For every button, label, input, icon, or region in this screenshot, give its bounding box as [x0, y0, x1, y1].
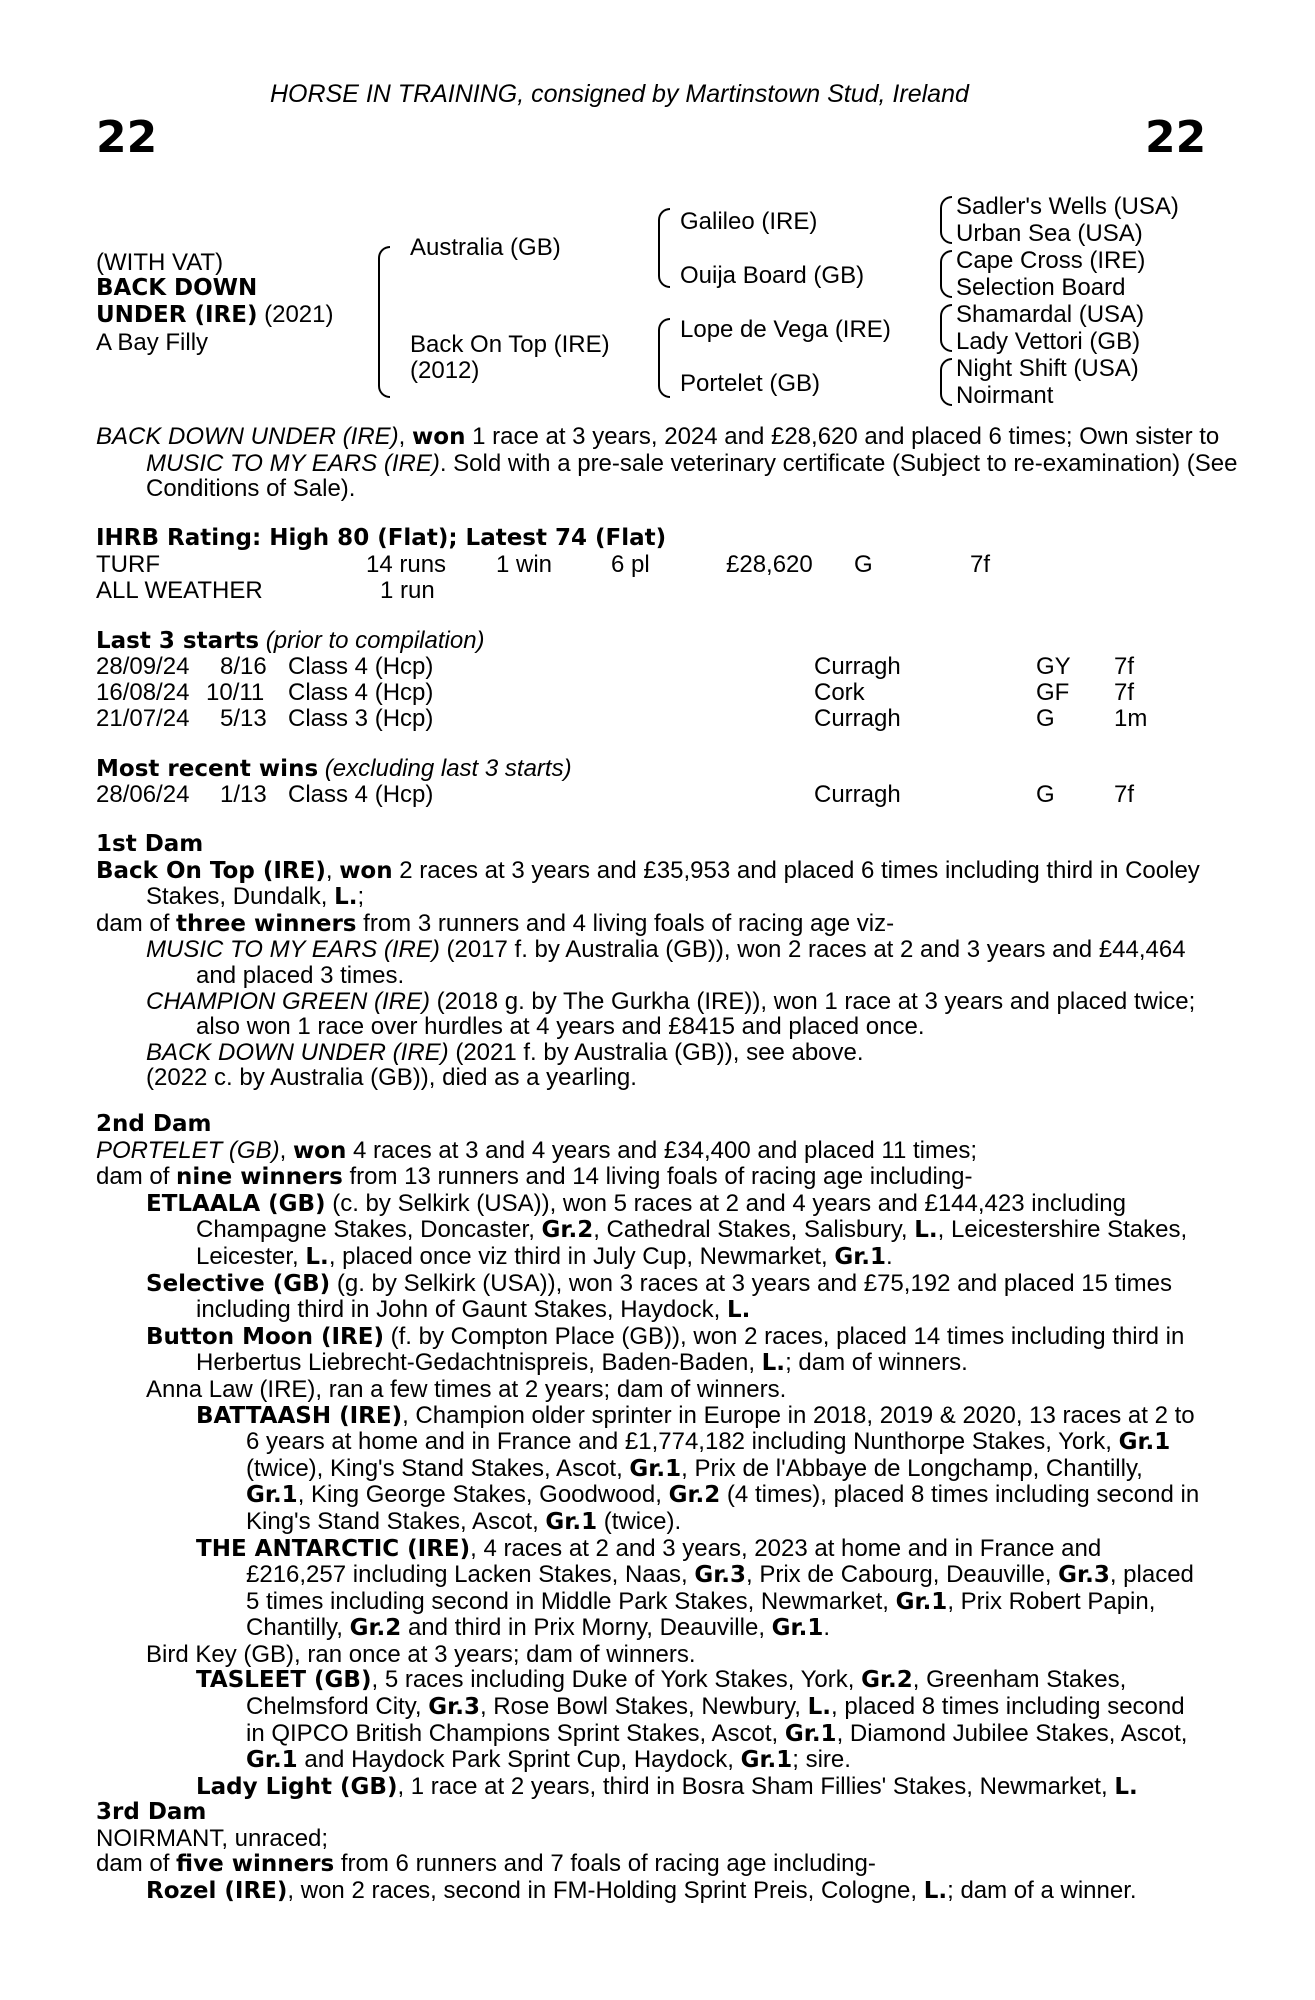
dam2-foal: Button Moon (IRE) (f. by Compton Place (GB)), won 2 races, placed 14 times including third in Herbertus Liebrecht-Gedachtnispreis, Baden-Baden, L.; dam of winners.: [146, 1322, 1185, 1377]
dam2-produce: dam of nine winners from 13 runners and 14 living foals of racing age including-: [96, 1163, 973, 1191]
summary-paragraph: BACK DOWN UNDER (IRE), won 1 race at 3 years, 2024 and £28,620 and placed 6 times; Own sister to MUSIC TO MY EARS (IRE). Sold with a pre-sale veterinary certificate (Subject to re-examination) (See Conditions of Sale).: [96, 423, 1238, 503]
dam3-produce: dam of five winners from 6 runners and 7 foals of racing age including-: [96, 1850, 876, 1878]
last3-heading: Last 3 starts (prior to compilation): [96, 627, 485, 654]
dam3-foal: Rozel (IRE), won 2 races, second in FM-Holding Sprint Preis, Cologne, L.; dam of a winner.: [146, 1876, 1137, 1904]
dam: Back On Top (IRE): [410, 331, 610, 358]
dam2-foal: Bird Key (GB), ran once at 3 years; dam of winners.: [146, 1640, 696, 1668]
dam2-grandfoal: Lady Light (GB), 1 race at 2 years, third in Bosra Sham Fillies' Stakes, Newmarket, L.: [196, 1772, 1138, 1800]
dam2-foal: Selective (GB) (g. by Selkirk (USA)), won 3 races at 3 years and £75,192 and placed 15 times including third in John of Gaunt Stakes, Haydock, L.: [146, 1269, 1172, 1324]
dam1-foal: BACK DOWN UNDER (IRE) (2021 f. by Australia (GB)), see above.: [146, 1038, 864, 1066]
dam1-heading: 1st Dam: [96, 831, 204, 857]
dam2-heading: 2nd Dam: [96, 1111, 212, 1137]
brace-dam: [658, 318, 670, 398]
gg-dds: Night Shift (USA): [956, 355, 1139, 382]
page-title: HORSE IN TRAINING, consigned by Martinstown Stud, Ireland: [270, 80, 969, 108]
dam2-grandfoal: BATTAASH (IRE), Champion older sprinter in Europe in 2018, 2019 & 2020, 13 races at 2 to 6 years at home and in France and £1,774,182 including Nunthorpe Stakes, York, Gr.1 (twice), King's Stand Stakes, Ascot, Gr.1, Prix de l'Abbaye de Longchamp, Chantilly, Gr.1, King George Stakes, Goodwood, Gr.2 (4 times), placed 8 times including second in King's Stand Stakes, Ascot, Gr.1 (twice).: [196, 1401, 1200, 1535]
dam2-record: PORTELET (GB), won 4 races at 3 and 4 years and £34,400 and placed 11 times;: [96, 1136, 978, 1164]
dam-sire: Lope de Vega (IRE): [680, 316, 891, 343]
dam1-produce: dam of three winners from 3 runners and 4 living foals of racing age viz-: [96, 909, 895, 937]
gg-ddd: Noirmant: [956, 382, 1054, 409]
sire: Australia (GB): [410, 234, 561, 261]
horse-name-line2: UNDER (IRE) (2021): [96, 301, 334, 328]
gg-ssd: Urban Sea (USA): [956, 220, 1143, 247]
brace-ss: [940, 196, 952, 244]
dam-year: (2012): [410, 357, 480, 384]
brace-gen1: [378, 246, 390, 398]
lot-number-right: 22: [1145, 112, 1207, 163]
dam1-foal: MUSIC TO MY EARS (IRE) (2017 f. by Australia (GB)), won 2 races at 2 and 3 years and £44,464 and placed 3 times.: [146, 936, 1186, 989]
dam3-section: [96, 1800, 1200, 1904]
brace-dd: [940, 358, 952, 406]
dam2-foal: ETLAALA (GB) (c. by Selkirk (USA)), won 5 races at 2 and 4 years and £144,423 including Champagne Stakes, Doncaster, Gr.2, Cathedral Stakes, Salisbury, L., Leicestershire Stakes, Leicester, L., placed once viz third in July Cup, Newmarket, Gr.1.: [146, 1189, 1188, 1270]
sire-sire: Galileo (IRE): [680, 208, 818, 235]
dam2-grandfoal: THE ANTARCTIC (IRE), 4 races at 2 and 3 years, 2023 at home and in France and £216,257 including Lacken Stakes, Naas, Gr.3, Prix de Cabourg, Deauville, Gr.3, placed 5 times including second in Middle Park Stakes, Newmarket, Gr.1, Prix Robert Papin, Chantilly, Gr.2 and third in Prix Morny, Deauville, Gr.1.: [196, 1534, 1194, 1642]
brace-sd: [940, 250, 952, 298]
horse-name-line1: BACK DOWN: [96, 275, 258, 301]
recent-heading: Most recent wins (excluding last 3 starts): [96, 755, 572, 782]
lot-number-left: 22: [96, 112, 158, 163]
brace-ds: [940, 304, 952, 352]
vat-label: (WITH VAT): [96, 249, 224, 276]
dam3-record: NOIRMANT, unraced;: [96, 1824, 329, 1852]
dam2-section: [96, 1112, 1200, 1800]
dam1-record: Back On Top (IRE), won 2 races at 3 years and £35,953 and placed 6 times including third in Cooley Stakes, Dundalk, L.;: [96, 856, 1200, 911]
sire-dam: Ouija Board (GB): [680, 262, 865, 289]
horse-description: A Bay Filly: [96, 329, 209, 356]
gg-sss: Sadler's Wells (USA): [956, 193, 1179, 220]
gg-dsd: Lady Vettori (GB): [956, 328, 1141, 355]
gg-sds: Cape Cross (IRE): [956, 247, 1146, 274]
brace-sire: [658, 208, 670, 288]
dam2-foal: Anna Law (IRE), ran a few times at 2 years; dam of winners.: [146, 1375, 787, 1403]
dam-dam: Portelet (GB): [680, 370, 821, 397]
rating-heading: IHRB Rating: High 80 (Flat); Latest 74 (Flat): [96, 525, 667, 551]
dam3-heading: 3rd Dam: [96, 1799, 207, 1825]
gg-dss: Shamardal (USA): [956, 301, 1145, 328]
dam1-foal: CHAMPION GREEN (IRE) (2018 g. by The Gurkha (IRE)), won 1 race at 3 years and placed twice; also won 1 race over hurdles at 4 years and £8415 and placed once.: [146, 987, 1196, 1041]
dam1-foal: (2022 c. by Australia (GB)), died as a yearling.: [146, 1064, 637, 1092]
dam2-grandfoal: TASLEET (GB), 5 races including Duke of York Stakes, York, Gr.2, Greenham Stakes, Chelmsford City, Gr.3, Rose Bowl Stakes, Newbury, L., placed 8 times including second in QIPCO British Champions Sprint Stakes, Ascot, Gr.1, Diamond Jubilee Stakes, Ascot, Gr.1 and Haydock Park Sprint Cup, Haydock, Gr.1; sire.: [196, 1666, 1188, 1774]
dam1-section: [96, 832, 1200, 1091]
gg-sdd: Selection Board: [956, 274, 1126, 301]
